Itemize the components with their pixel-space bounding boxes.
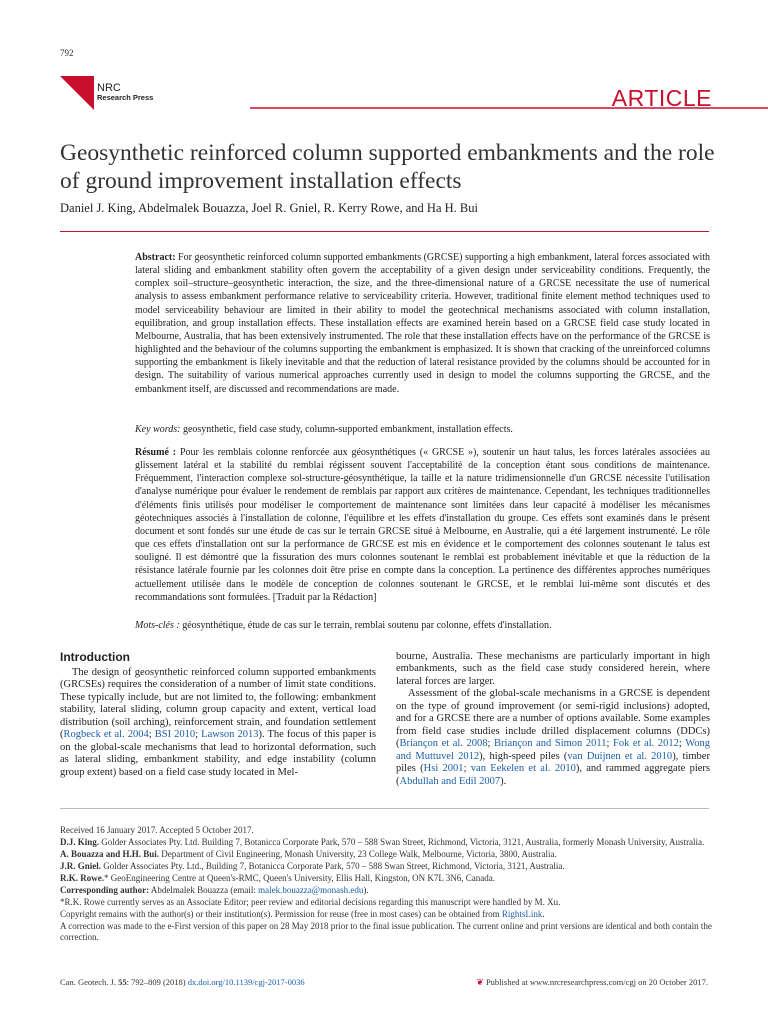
body-text: ; bbox=[678, 738, 686, 750]
journal-name: Can. Geotech. J. bbox=[60, 977, 119, 987]
affiliation-name: A. Bouazza and H.H. Bui. bbox=[60, 849, 160, 859]
citation-link[interactable]: BSI 2010 bbox=[154, 729, 196, 741]
affiliation-gniel bbox=[60, 861, 715, 872]
citation-link[interactable]: Briançon et al. 2008 bbox=[399, 738, 488, 750]
copyright-text: Copyright remains with the author(s) or their institution(s). Permission for reuse (free in most cases) can be obtained from bbox=[60, 909, 502, 919]
journal-citation bbox=[60, 977, 305, 987]
keywords bbox=[135, 423, 710, 436]
citation-link[interactable]: Briançon and Simon 2011 bbox=[494, 738, 607, 750]
journal-volume: 55 bbox=[118, 977, 127, 987]
citation-link[interactable]: Wong and Muttuvel 2012 bbox=[396, 738, 711, 762]
footnote-divider bbox=[60, 808, 709, 809]
body-text: ). bbox=[500, 775, 507, 787]
body-text: ; bbox=[195, 729, 202, 741]
published-text: Published at www.nrcresearchpress.com/cgj on 20 October 2017. bbox=[485, 977, 708, 987]
page-number: 792 bbox=[60, 48, 74, 58]
citation-link[interactable]: Hsi 2001 bbox=[423, 763, 464, 775]
email-link[interactable]: malek.bouazza@monash.edu bbox=[258, 885, 364, 895]
abstract-text: For geosynthetic reinforced column supported embankments (GRCSE) supporting a high embankment, lateral forces associated with lateral sliding and embankment stability often govern the acceptability of a given design under serviceability conditions. Frequently, the complex soil–structure–geosynthetic interaction, the size, and the three-dimensional nature of a GRCSE necessitate the use of numerical analysis to assess embankment performance relative to serviceability criteria. However, traditional finite element method techniques used to model serviceability behaviour are limited in their ability to model the geotechnical mechanisms associated with column installation, equilibration, and group installation effects. These installation effects are examined herein based on a GRCSE field case study located in Melbourne, Australia, that has been extensively instrumented. The role that these installation effects have on the performance of the GRCSE is highlighted and the behaviour of the columns supporting the embankment is emphasized. It is shown that cracking of the unreinforced columns supporting the embankment is likely inevitable and that the reduction of lateral resistance provided by the columns should be accounted for in design. The suitability of various numerical approaches currently used in design to model the columns supporting the GRCSE, and the embankment itself, are discussed and recommendations are made. bbox=[135, 252, 710, 395]
citation-link[interactable]: Lawson 2013 bbox=[201, 729, 259, 741]
affiliation-name: D.J. King. bbox=[60, 837, 100, 847]
doi-link[interactable]: dx.doi.org/10.1139/cgj-2017-0036 bbox=[187, 977, 305, 987]
published-note bbox=[476, 977, 708, 988]
publisher-line1: NRC bbox=[97, 82, 121, 94]
corresponding-label: Corresponding author: bbox=[60, 885, 150, 895]
body-paragraph: bourne, Australia. These mechanisms are particularly important in high embankments, such as the field case study considered herein, where lateral forces are larger. bbox=[396, 651, 710, 687]
affiliation-rowe bbox=[60, 873, 715, 884]
affiliation-name: R.K. Rowe. bbox=[60, 873, 104, 883]
affiliation-name: J.R. Gniel. bbox=[60, 861, 102, 871]
body-text: ), timber piles ( bbox=[396, 750, 710, 775]
keywords-text: geosynthetic, field case study, column-supported embankment, installation effects. bbox=[180, 424, 513, 435]
maple-leaf-icon: ❦ bbox=[476, 977, 484, 987]
body-column-left bbox=[60, 667, 376, 779]
body-column-right bbox=[396, 651, 710, 788]
publisher-line2: Research Press bbox=[97, 93, 154, 102]
citation-link[interactable]: van Duijnen et al. 2010 bbox=[567, 750, 673, 762]
body-text: ; bbox=[148, 729, 155, 741]
author-list: Daniel J. King, Abdelmalek Bouazza, Joel R. Gniel, R. Kerry Rowe, and Ha H. Bui bbox=[60, 201, 478, 215]
corresponding-text: Abdelmalek Bouazza (email: bbox=[149, 885, 259, 895]
section-heading-introduction: Introduction bbox=[60, 650, 130, 664]
corresponding-text: ). bbox=[363, 885, 369, 895]
footnotes bbox=[60, 825, 715, 944]
affiliation-text: * GeoEngineering Centre at Queen's-RMC, Queen's University, Ellis Hall, Kingston, ON K7L 3N6, Canada. bbox=[104, 873, 496, 883]
title-divider bbox=[60, 231, 709, 232]
copyright-text: . bbox=[542, 909, 545, 919]
body-text: ; bbox=[487, 738, 495, 750]
paper-title: Geosynthetic reinforced column supported embankments and the role of ground improvement installation effects bbox=[60, 140, 715, 194]
body-text: ). The focus of this paper is on the global-scale mechanisms that lead to horizontal deformation, such as lateral sliding, embankment stability, and edge instability (column group extent) based on a field case study located in Mel- bbox=[60, 729, 377, 778]
affiliation-text: Department of Civil Engineering, Monash University, 23 College Walk, Melbourne, Victoria, 3800, Australia. bbox=[159, 849, 557, 859]
resume bbox=[135, 446, 710, 604]
citation-link[interactable]: Abdullah and Edil 2007 bbox=[399, 775, 501, 787]
abstract bbox=[135, 251, 710, 396]
keywords-label: Key words: bbox=[135, 424, 181, 435]
received-dates: Received 16 January 2017. Accepted 5 October 2017. bbox=[60, 825, 254, 835]
body-paragraph bbox=[396, 688, 710, 788]
body-text: The design of geosynthetic reinforced column supported embankments (GRCSEs) requires the consideration of a number of limit state conditions. These typically include, but are not limited to, the following: embankment stability, lateral sliding, column group capacity and extent, vertical load distribution (soil arching), reinforcement strain, and foundation settlement ( bbox=[60, 667, 376, 741]
resume-text: Pour les remblais colonne renforcée aux géosynthétiques (« GRCSE »), soutenir un haut talus, les forces latérales associées au glissement latéral et la stabilité du remblai régissent souvent l'acceptabilité de la conception étant sous conditions de maintenance. Fréquemment, l'interaction complexe sol-structure-géosynthétique, la taille et la nature tridimensionnelle d'un GRCSE nécessite l'utilisation d'analyse numérique pour évaluer le rendement de remblais par rapport aux critères de maintenance. Cependant, les techniques traditionnelles d'éléments finis utilisés pour modéliser le comportement de maintenance sont limitées dans leur capacité à modéliser les mécanismes géotechniques associés à l'installation de colonne, l'équilibre et les effets d'installation du groupe. Ces effets sont examinés dans le présent document et sont fondés sur une étude de cas sur le terrain GRCSE situé à Melbourne, en Australie, qui a été largement instrumenté. Le rôle que ces effets d'installation ont sur la performance de GRCSE est mis en évidence et le comportement des colonnes soutenant le talus est souligné. Il est démontré que la fissuration des murs colonnes soutenant le remblai est probablement inévitable et que la réduction de la résistance latérale fournie par les colonnes doit être prise en compte dans la conception. La pertinence des différentes approches numériques actuellement utilisée dans le modèle de conception de colonnes soutenant le GRCSE, et le remblai lui-même sont discutés et des recommandations sont formulées. [Traduit par la Rédaction] bbox=[135, 447, 710, 603]
article-type-label: ARTICLE bbox=[611, 85, 712, 111]
mots-cles bbox=[135, 619, 710, 632]
citation-link[interactable]: Rogbeck et al. 2004 bbox=[63, 729, 149, 741]
affiliation-text: Golder Associates Pty. Ltd. Building 7, Botanicca Corporate Park, 570 – 588 Swan Street, Richmond, Victoria, 3121, Australia, formerly Monash University, Australia. bbox=[99, 837, 705, 847]
citation-link[interactable]: van Eekelen et al. 2010 bbox=[470, 763, 576, 775]
correction-note: A correction was made to the e-First version of this paper on 28 May 2018 prior to the final issue publication. The current online and print versions are identical and both contain the correction. bbox=[60, 921, 712, 942]
body-text: ; bbox=[463, 763, 471, 775]
corresponding-author bbox=[60, 885, 715, 896]
body-text: Assessment of the global-scale mechanisms in a GRCSE is dependent on the type of ground improvement (or semi-rigid inclusions) adopted, and for a GRCSE there are a number of options available. Some examples from field case studies include drilled displacement columns (DDCs) ( bbox=[396, 688, 710, 750]
affiliation-text: Golder Associates Pty. Ltd., Building 7, Botanicca Corporate Park, 570 – 588 Swan Street, Richmond, Victoria, 3121, Australia. bbox=[101, 861, 565, 871]
publisher-name bbox=[97, 83, 153, 103]
body-text: ; bbox=[606, 738, 613, 750]
editor-note: *R.K. Rowe currently serves as an Associate Editor; peer review and editorial decisions regarding this manuscript were handled by M. Xu. bbox=[60, 897, 561, 907]
rightslink-link[interactable]: RightsLink bbox=[501, 909, 543, 919]
body-text: ), and rammed aggregate piers ( bbox=[396, 763, 710, 787]
body-text: ), high-speed piles ( bbox=[479, 750, 568, 762]
copyright-note bbox=[60, 909, 715, 920]
motscles-label: Mots-clés : bbox=[135, 620, 180, 631]
affiliation-king bbox=[60, 837, 715, 848]
resume-label: Résumé : bbox=[135, 447, 177, 458]
journal-pages: : 792–809 (2018) bbox=[126, 977, 188, 987]
motscles-text: géosynthétique, étude de cas sur le terrain, remblai soutenu par colonne, effets d'installation. bbox=[179, 620, 552, 631]
abstract-label: Abstract: bbox=[135, 252, 176, 263]
citation-link[interactable]: Fok et al. 2012 bbox=[613, 738, 679, 750]
affiliation-bouazza-bui bbox=[60, 849, 715, 860]
